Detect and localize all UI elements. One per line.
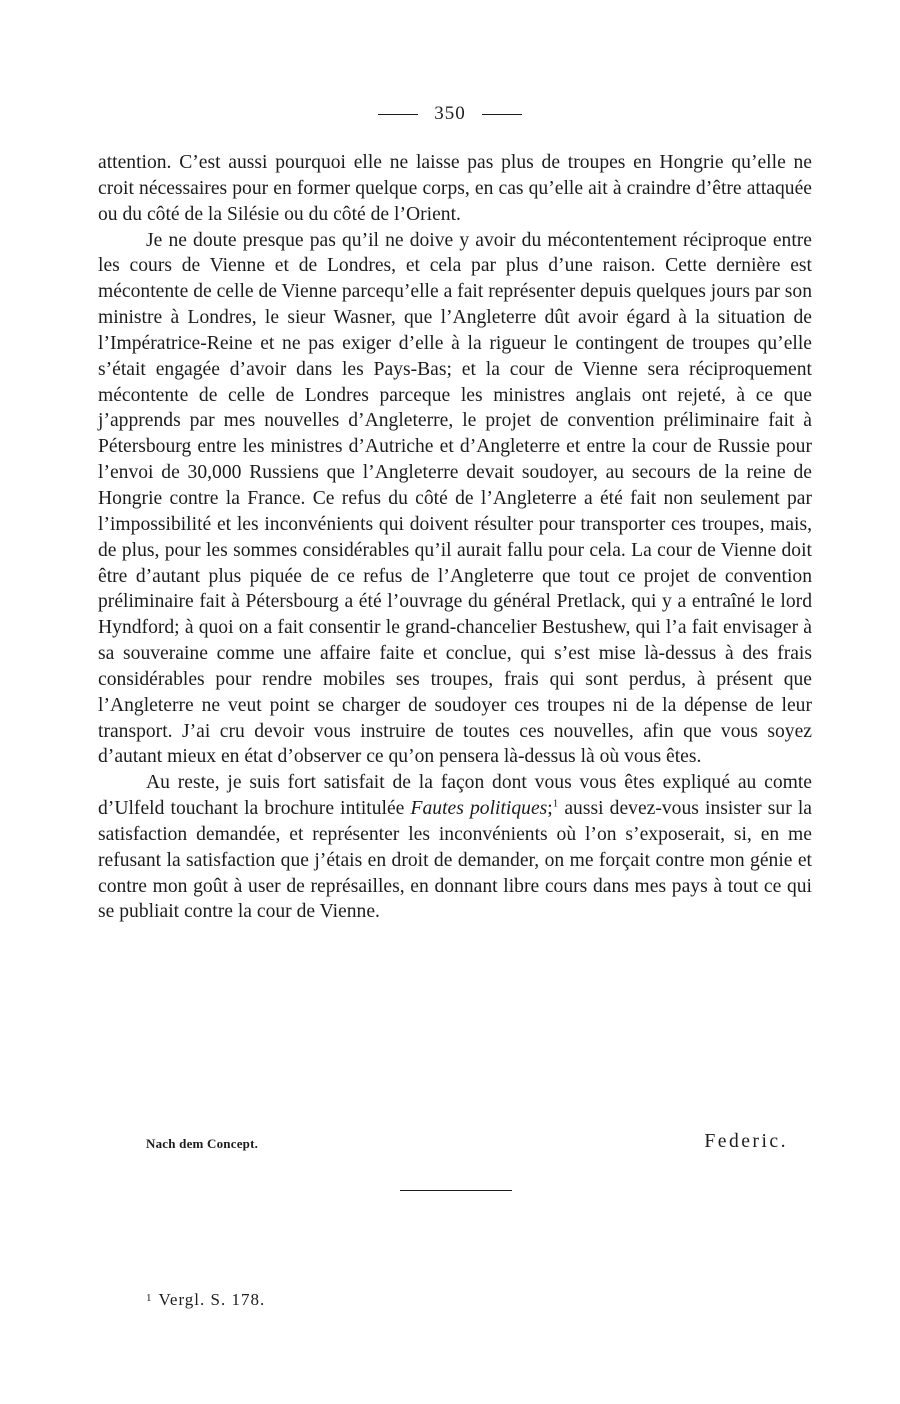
page-header (0, 103, 900, 125)
paragraph-vienne-londres: Je ne doute presque pas qu’il ne doive y avoir du mécontentement réciproque entre les cours de Vienne et de Londres, et cela par plus d’une raison. Cette dernière est mécontente de celle de Vienne parcequ’elle a fait représenter depuis quelques jours par son ministre à Londres, le sieur Wasner, que l’Angleterre dût avoir égard à la situation de l’Impératrice-Reine et ne pas exiger d’elle à la rigueur le contingent de troupes qu’elle s’était engagée d’avoir dans les Pays-Bas; et la cour de Vienne sera réciproquement mécontente de celle de Londres parceque les ministres anglais ont rejeté, à ce que j’apprends par mes nouvelles d’Angleterre, le projet de convention préliminaire fait à Pétersbourg entre les ministres d’Autriche et d’Angleterre et entre la cour de Russie pour l’envoi de 30,000 Russiens que l’Angleterre devait soudoyer, au secours de la reine de Hongrie contre la France. Ce refus du côté de l’Angleterre a été fait non seulement par l’impossibilité et les inconvénients qui doivent résulter pour transporter ces troupes, mais, de plus, pour les sommes considérables qu’il aurait fallu pour cela. La cour de Vienne doit être d’autant plus piquée de ce refus de l’Angleterre que tout ce projet de convention préliminaire fait à Pétersbourg a été l’ouvrage du général Pretlack, qui y a entraîné le lord Hyndford; à quoi on a fait consentir le grand-chancelier Bestushew, qui l’a fait envisager à sa souveraine comme une affaire faite et conclue, qui s’est mise là-dessus à des frais considérables pour rendre mobiles ses troupes, frais qui sont perdus, à présent que l’Angleterre ne veut point se charger de soudoyer ces troupes ni de la dépense de leur transport. J’ai cru devoir vous instruire de toutes ces nouvelles, afin que vous soyez d’autant mieux en état d’observer ce qu’on pensera là-dessus là où vous êtes. (98, 229, 812, 768)
footnote-text: Vergl. S. 178. (158, 1290, 266, 1309)
paragraph-ulfeld (98, 770, 812, 925)
header-dash-right (482, 114, 522, 115)
header-dash-left (378, 114, 418, 115)
page-number: 350 (434, 103, 466, 124)
paragraph-ulfeld-punct: ; (547, 798, 553, 820)
letter-body (98, 150, 812, 925)
footnote (146, 1290, 265, 1310)
footnote-reference: 1 (552, 797, 559, 810)
closing-row (146, 1131, 788, 1153)
brochure-title: Fautes politiques (410, 798, 548, 820)
signature: Federic. (704, 1131, 788, 1152)
paragraph-ulfeld-text-a: Au reste, je suis fort satisfait de la façon dont vous vous êtes expliqué au comte d’Ulfeld touchant la brochure intitulée (98, 772, 812, 820)
source-note: Nach dem Concept. (146, 1136, 259, 1151)
separator-rule (400, 1190, 512, 1191)
footnote-mark: 1 (146, 1292, 153, 1304)
paragraph-continuation: attention. C’est aussi pourquoi elle ne laisse pas plus de troupes en Hongrie qu’elle ne croit nécessaires pour en former quelque corps, en cas qu’elle ait à craindre d’être attaquée ou du côté de la Silésie ou du côté de l’Orient. (98, 152, 812, 225)
paragraph-ulfeld-text-b: aussi devez-vous insister sur la satisfaction demandée, et représenter les inconvénients où l’on s’exposerait, si, en me refusant la satisfaction que j’étais en droit de demander, on me forçait contre mon génie et contre mon goût à user de représailles, en donnant libre cours dans mes pays à tout ce qui se publiait contre la cour de Vienne. (98, 798, 812, 923)
